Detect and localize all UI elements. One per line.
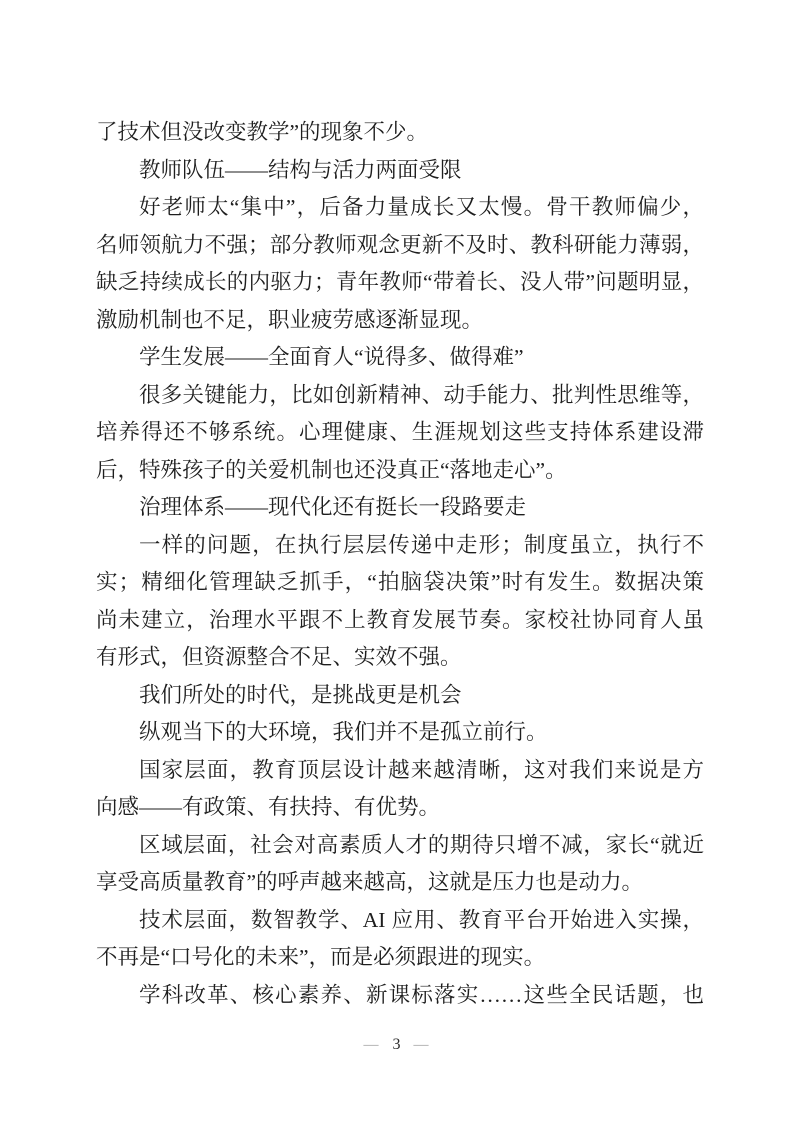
text-line: 好老师太“集中”，后备力量成长又太慢。骨干教师偏少， xyxy=(139,195,704,219)
text-line: 培养得还不够系统。心理健康、生涯规划这些支持体系建设滞 xyxy=(96,420,704,444)
text-line: 很多关键能力，比如创新精神、动手能力、批判性思维等， xyxy=(139,382,704,407)
text-line: 尚未建立，治理水平跟不上教育发展节奏。家校社协同育人虽 xyxy=(96,607,704,632)
page-footer xyxy=(0,1034,793,1056)
text-line: 后，特殊孩子的关爱机制也还没真正“落地走心”。 xyxy=(96,457,567,482)
text-line: 名师领航力不强；部分教师观念更新不及时、教科研能力薄弱， xyxy=(96,232,704,257)
text-line: 一样的问题，在执行层层传递中走形；制度虽立，执行不 xyxy=(139,532,704,557)
heading-line: 教师队伍——结构与活力两面受限 xyxy=(139,157,462,182)
text-line: 有形式，但资源整合不足、实效不强。 xyxy=(96,645,462,669)
text-line: 向感——有政策、有扶持、有优势。 xyxy=(96,795,441,819)
text-line: 缺乏持续成长的内驱力；青年教师“带着长、没人带”问题明显， xyxy=(96,270,704,294)
footer-dash-right: — xyxy=(413,1037,430,1053)
footer-dash-left: — xyxy=(363,1037,380,1053)
page-number: 3 xyxy=(392,1036,401,1053)
heading-line: 治理体系——现代化还有挺长一段路要走 xyxy=(139,495,527,519)
text-line: 国家层面，教育顶层设计越来越清晰，这对我们来说是方 xyxy=(139,757,704,782)
text-line: 不再是“口号化的未来”，而是必须跟进的现实。 xyxy=(96,945,546,969)
text-line: 区域层面，社会对高素质人才的期待只增不减，家长“就近 xyxy=(139,832,704,857)
text-line: 激励机制也不足，职业疲劳感逐渐显现。 xyxy=(96,307,484,332)
text-line: 纵观当下的大环境，我们并不是孤立前行。 xyxy=(139,720,548,744)
text-line: 了技术但没改变教学”的现象不少。 xyxy=(96,120,429,144)
text-line: 享受高质量教育”的呼声越来越高，这就是压力也是动力。 xyxy=(96,870,644,894)
document-body xyxy=(96,114,704,1014)
text-line: 技术层面，数智教学、AI 应用、教育平台开始进入实操， xyxy=(139,907,704,932)
heading-line: 学生发展——全面育人“说得多、做得难” xyxy=(139,345,524,369)
text-line: 学科改革、核心素养、新课标落实……这些全民话题，也 xyxy=(139,982,704,1007)
heading-line: 我们所处的时代，是挑战更是机会 xyxy=(139,682,462,707)
text-line: 实；精细化管理缺乏抓手，“拍脑袋决策”时有发生。数据决策 xyxy=(96,570,704,594)
